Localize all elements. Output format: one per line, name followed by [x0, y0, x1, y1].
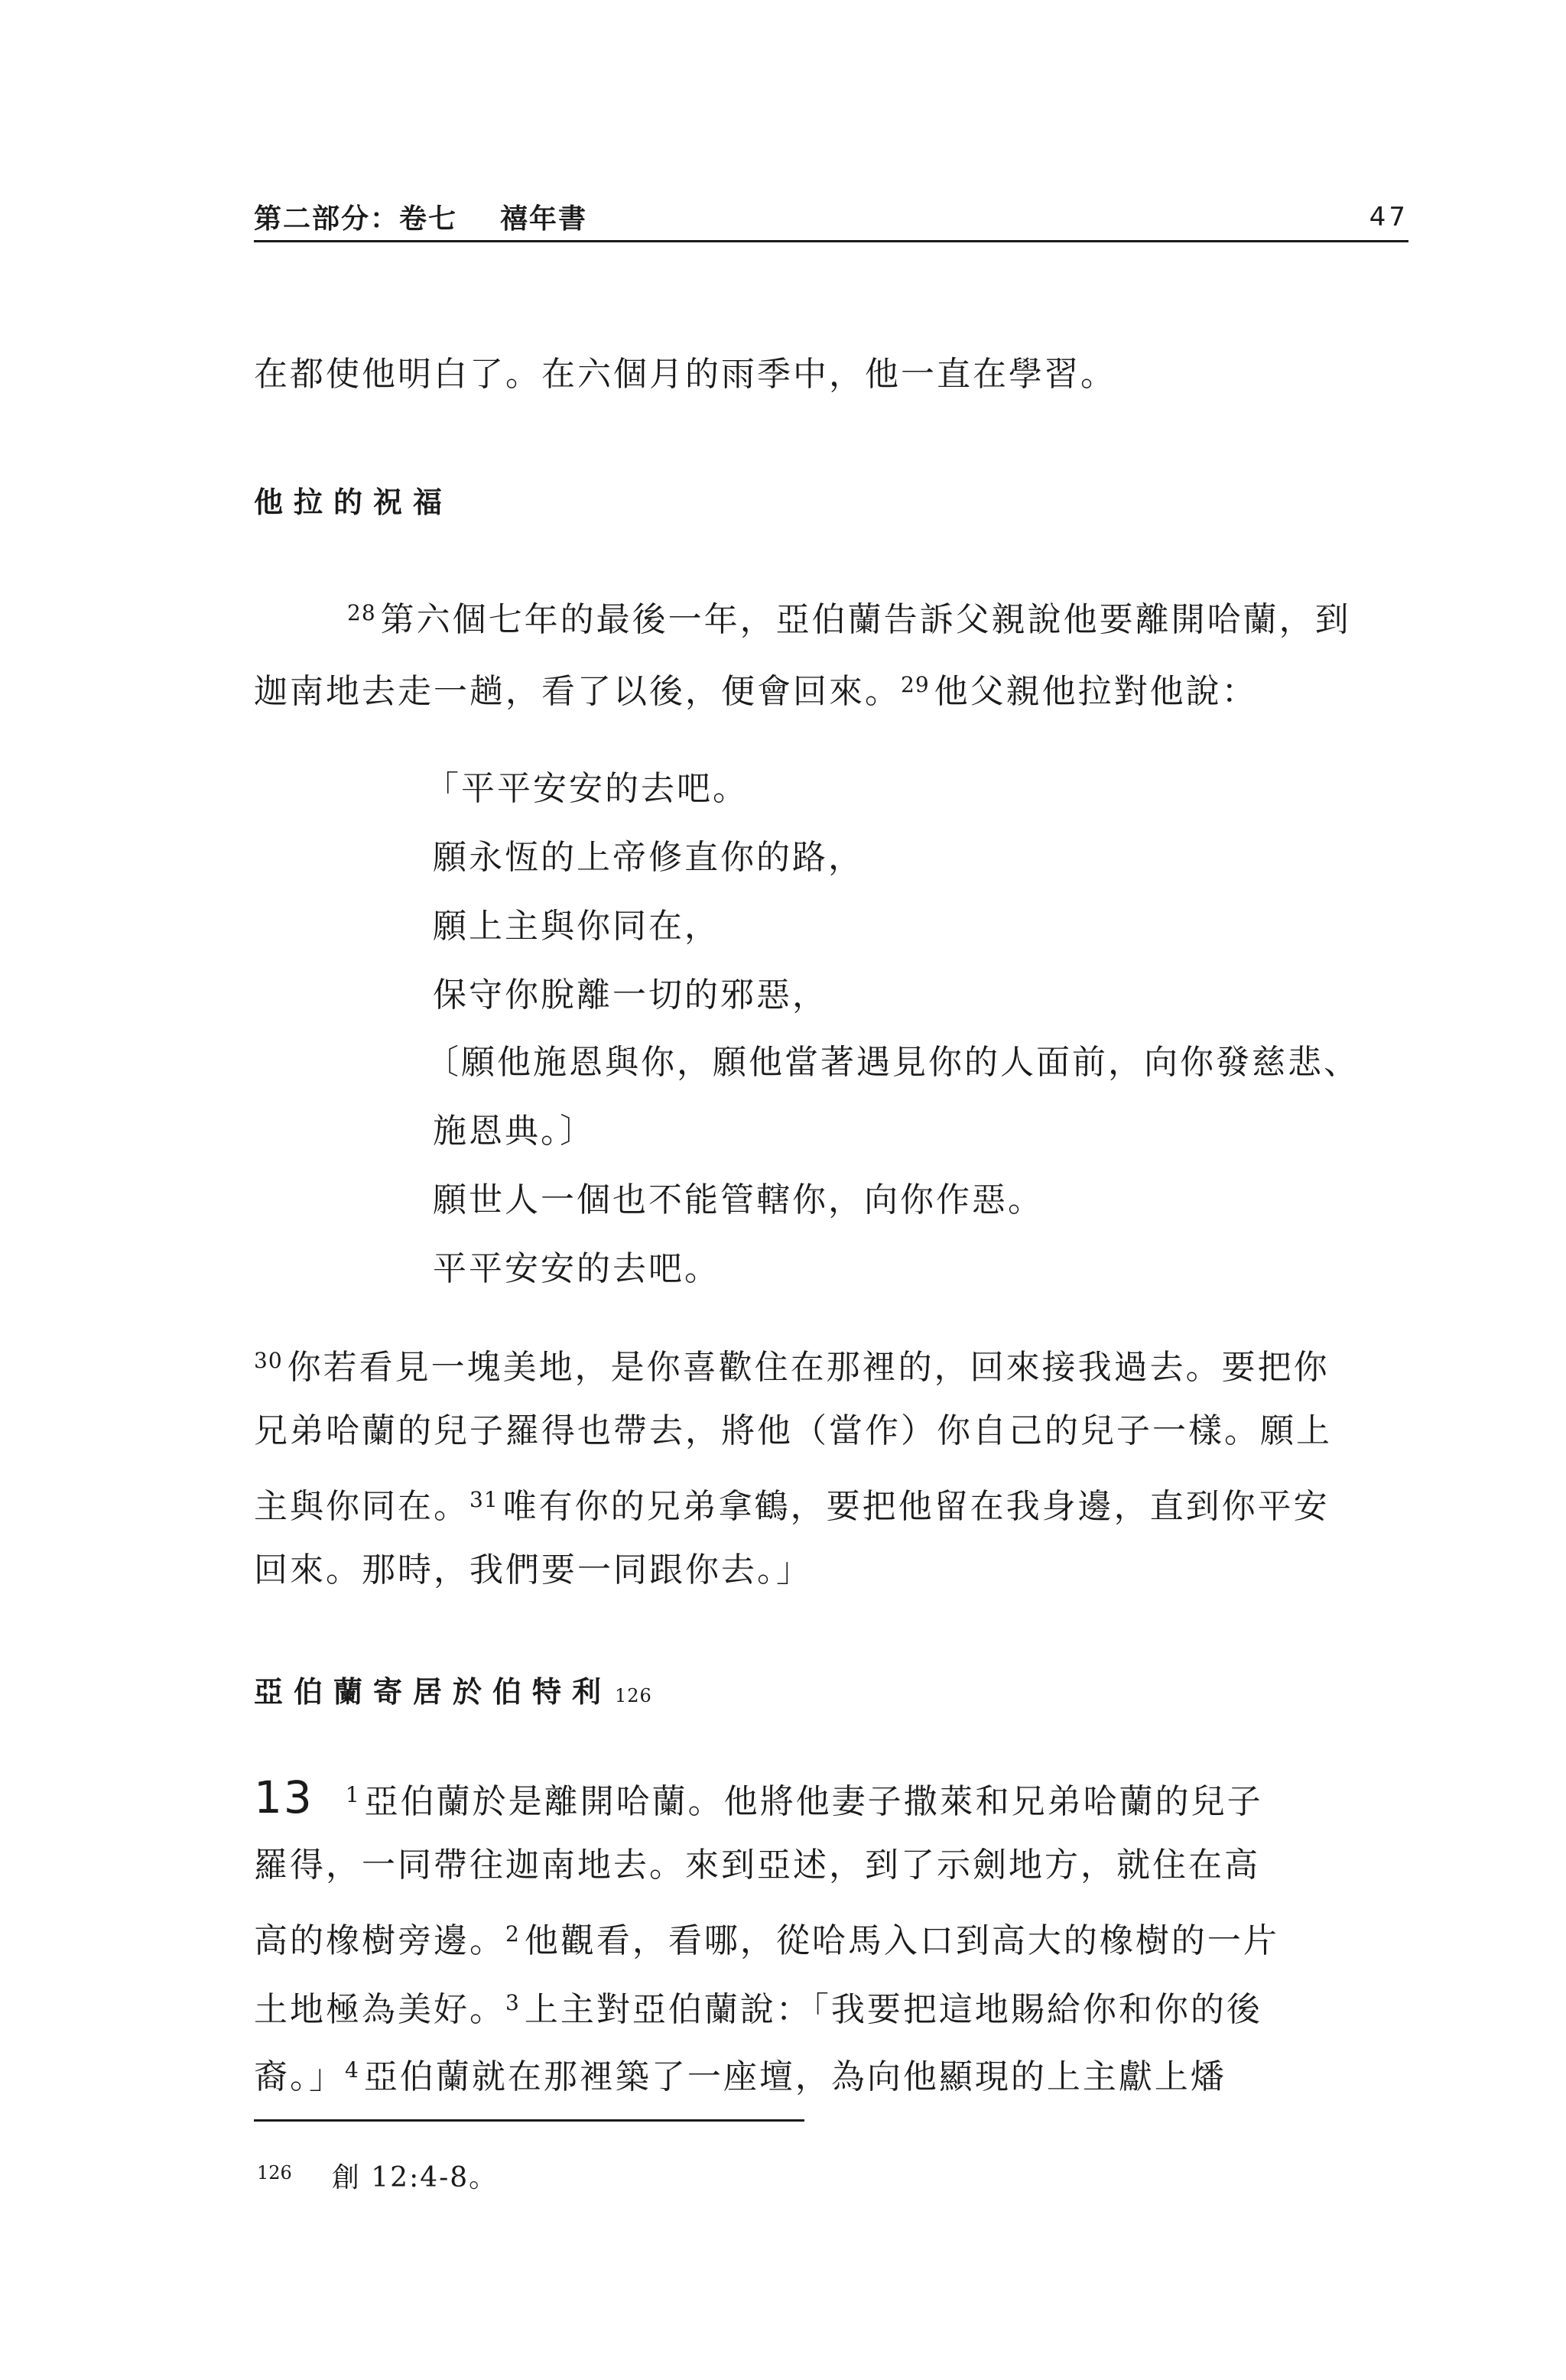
footnote-ref: 126	[615, 1685, 652, 1706]
verse-text: 第六個七年的最後一年，亞伯蘭告訴父親說他要離開哈蘭，到	[380, 600, 1351, 639]
para3-line3	[254, 1911, 1279, 1964]
para2-line4: 回來。那時，我們要一同跟你去。」	[254, 1550, 812, 1589]
section-heading-blessing: 他拉的祝福	[254, 485, 453, 519]
poem-line: 施恩典。〕	[433, 1112, 596, 1151]
verse-text: 主與你同在。	[254, 1487, 469, 1526]
para2-line1	[254, 1338, 1330, 1391]
verse-text: 裔。」	[254, 2057, 345, 2096]
verse-text: 他父親他拉對他說：	[934, 672, 1258, 711]
para1-line1	[347, 590, 1351, 643]
verse-number: 4	[345, 2057, 359, 2083]
footnote-text: 創 12:4-8。	[331, 2162, 499, 2193]
verse-number: 2	[505, 1921, 520, 1947]
verse-text: 高的橡樹旁邊。	[254, 1921, 505, 1960]
verse-number: 29	[901, 672, 930, 697]
poem-line: 〔願他施恩與你，願他當著遇見你的人面前，向你發慈悲、	[425, 1043, 1360, 1082]
verse-number: 31	[469, 1487, 499, 1512]
verse-text: 迦南地去走一趟，看了以後，便會回來。	[254, 672, 901, 711]
header-book: 禧年書	[500, 203, 588, 235]
poem-line: 「平平安安的去吧。	[425, 769, 749, 808]
verse-number: 3	[505, 1990, 520, 2015]
verse-text: 上主對亞伯蘭說：「我要把這地賜給你和你的後	[524, 1990, 1262, 2029]
heading-text: 亞伯蘭寄居於伯特利	[254, 1675, 612, 1709]
verse-text: 亞伯蘭就在那裡築了一座壇，為向他顯現的上主獻上燔	[363, 2057, 1226, 2096]
poem-line: 保守你脫離一切的邪惡，	[433, 976, 828, 1015]
header-title	[254, 197, 587, 236]
verse-text: 土地極為美好。	[254, 1990, 505, 2029]
poem-line: 願永恆的上帝修直你的路，	[433, 838, 864, 877]
verse-number: 1	[345, 1782, 360, 1807]
footnote	[257, 2156, 498, 2195]
para3-line4	[254, 1980, 1262, 2033]
verse-text: 你若看見一塊美地，是你喜歡住在那裡的，回來接我過去。要把你	[287, 1348, 1330, 1387]
para2-line2: 兄弟哈蘭的兒子羅得也帶去，將他（當作）你自己的兒子一樣。願上	[254, 1411, 1332, 1450]
verse-number: 30	[254, 1348, 283, 1373]
verse-number: 28	[347, 600, 376, 625]
para2-line3	[254, 1477, 1330, 1530]
para1-line2	[254, 662, 1258, 715]
poem-line: 願上主與你同在，	[433, 907, 720, 946]
running-header	[254, 197, 1408, 243]
header-rule	[254, 240, 1408, 242]
opening-line: 在都使他明白了。在六個月的雨季中，他一直在學習。	[254, 355, 1116, 394]
para3-line1	[254, 1772, 1263, 1825]
verse-text: 亞伯蘭於是離開哈蘭。他將他妻子撒萊和兄弟哈蘭的兒子	[364, 1782, 1263, 1821]
verse-text: 他觀看，看哪，從哈馬入口到高大的橡樹的一片	[524, 1921, 1279, 1960]
page-number: 47	[1369, 202, 1408, 232]
verse-text: 唯有你的兄弟拿鶴，要把他留在我身邊，直到你平安	[502, 1487, 1330, 1526]
poem-line: 平平安安的去吧。	[433, 1249, 720, 1288]
para3-line2: 羅得，一同帶往迦南地去。來到亞述，到了示劍地方，就住在高	[254, 1846, 1260, 1885]
header-section: 第二部分：卷七	[254, 203, 458, 235]
footnote-rule	[254, 2119, 804, 2122]
footnote-number: 126	[257, 2162, 292, 2184]
chapter-number: 13	[254, 1771, 314, 1823]
section-heading-bethel	[254, 1668, 652, 1710]
para3-line5	[254, 2047, 1226, 2100]
poem-line: 願世人一個也不能管轄你，向你作惡。	[433, 1180, 1044, 1219]
